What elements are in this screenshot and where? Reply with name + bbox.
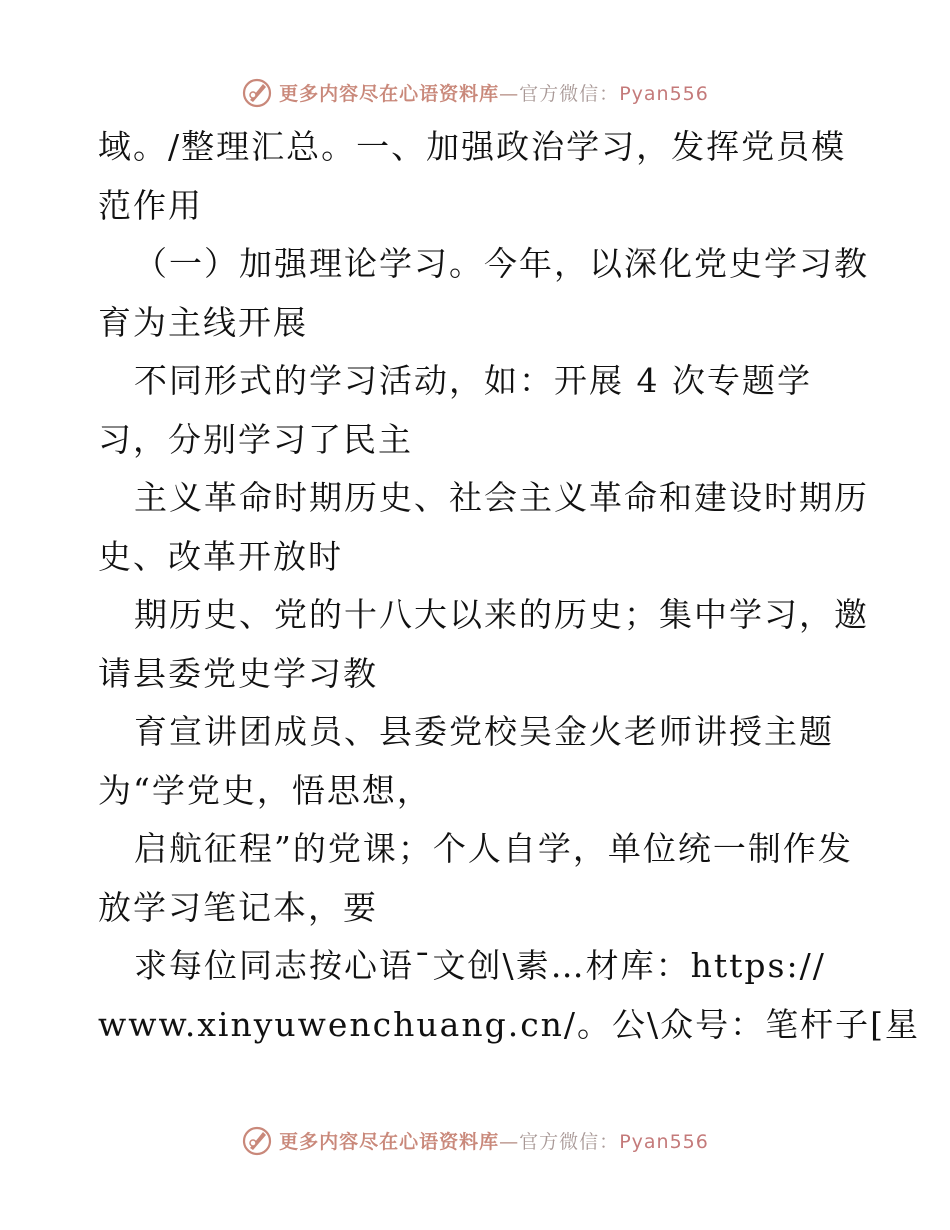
- watermark-wechat-label: 官方微信：: [519, 1130, 620, 1153]
- watermark-main-text: 更多内容尽在心语资料库: [279, 1130, 500, 1153]
- document-body: [98, 118, 921, 1054]
- text-line: 主义革命时期历史、社会主义革命和建设时期历: [134, 478, 869, 517]
- text-line: 史、改革开放时: [98, 536, 343, 576]
- quill-seal-icon: [241, 1124, 273, 1156]
- watermark-handle: Pyan556: [619, 82, 709, 105]
- watermark-separator: —: [499, 82, 520, 105]
- header-watermark: [0, 72, 950, 112]
- watermark-main-text: 更多内容尽在心语资料库: [279, 82, 500, 105]
- text-line: 域。/整理汇总。一、加强政治学习，发挥党员模: [98, 127, 847, 166]
- text-line: 请县委党史学习教: [98, 653, 378, 693]
- text-line: 范作用: [98, 185, 203, 225]
- text-line: 启航征程”的党课；个人自学，单位统一制作发: [134, 829, 853, 868]
- text-line: 期历史、党的十八大以来的历史；集中学习，邀: [134, 595, 869, 634]
- watermark-separator: —: [499, 1130, 520, 1153]
- footer-watermark: [0, 1120, 950, 1160]
- quill-seal-icon: [241, 76, 273, 108]
- text-line: www.xinyuwenchuang.cn/。公\众号：笔杆子[星: [98, 1004, 921, 1044]
- text-line: 不同形式的学习活动，如：开展 4 次专题学: [134, 361, 812, 400]
- text-line: 习，分别学习了民主: [98, 419, 413, 459]
- text-line: 为“学党史，悟思想，: [98, 770, 432, 810]
- text-line: （一）加强理论学习。今年，以深化党史学习教: [134, 244, 869, 283]
- text-line: 放学习笔记本，要: [98, 887, 378, 927]
- watermark-handle: Pyan556: [619, 1130, 709, 1153]
- text-line: 育宣讲团成员、县委党校吴金火老师讲授主题: [134, 712, 834, 751]
- text-line: 育为主线开展: [98, 302, 308, 342]
- watermark-wechat-label: 官方微信：: [519, 82, 620, 105]
- text-line: 求每位同志按心语¯文创\素…材库：https://: [134, 946, 826, 985]
